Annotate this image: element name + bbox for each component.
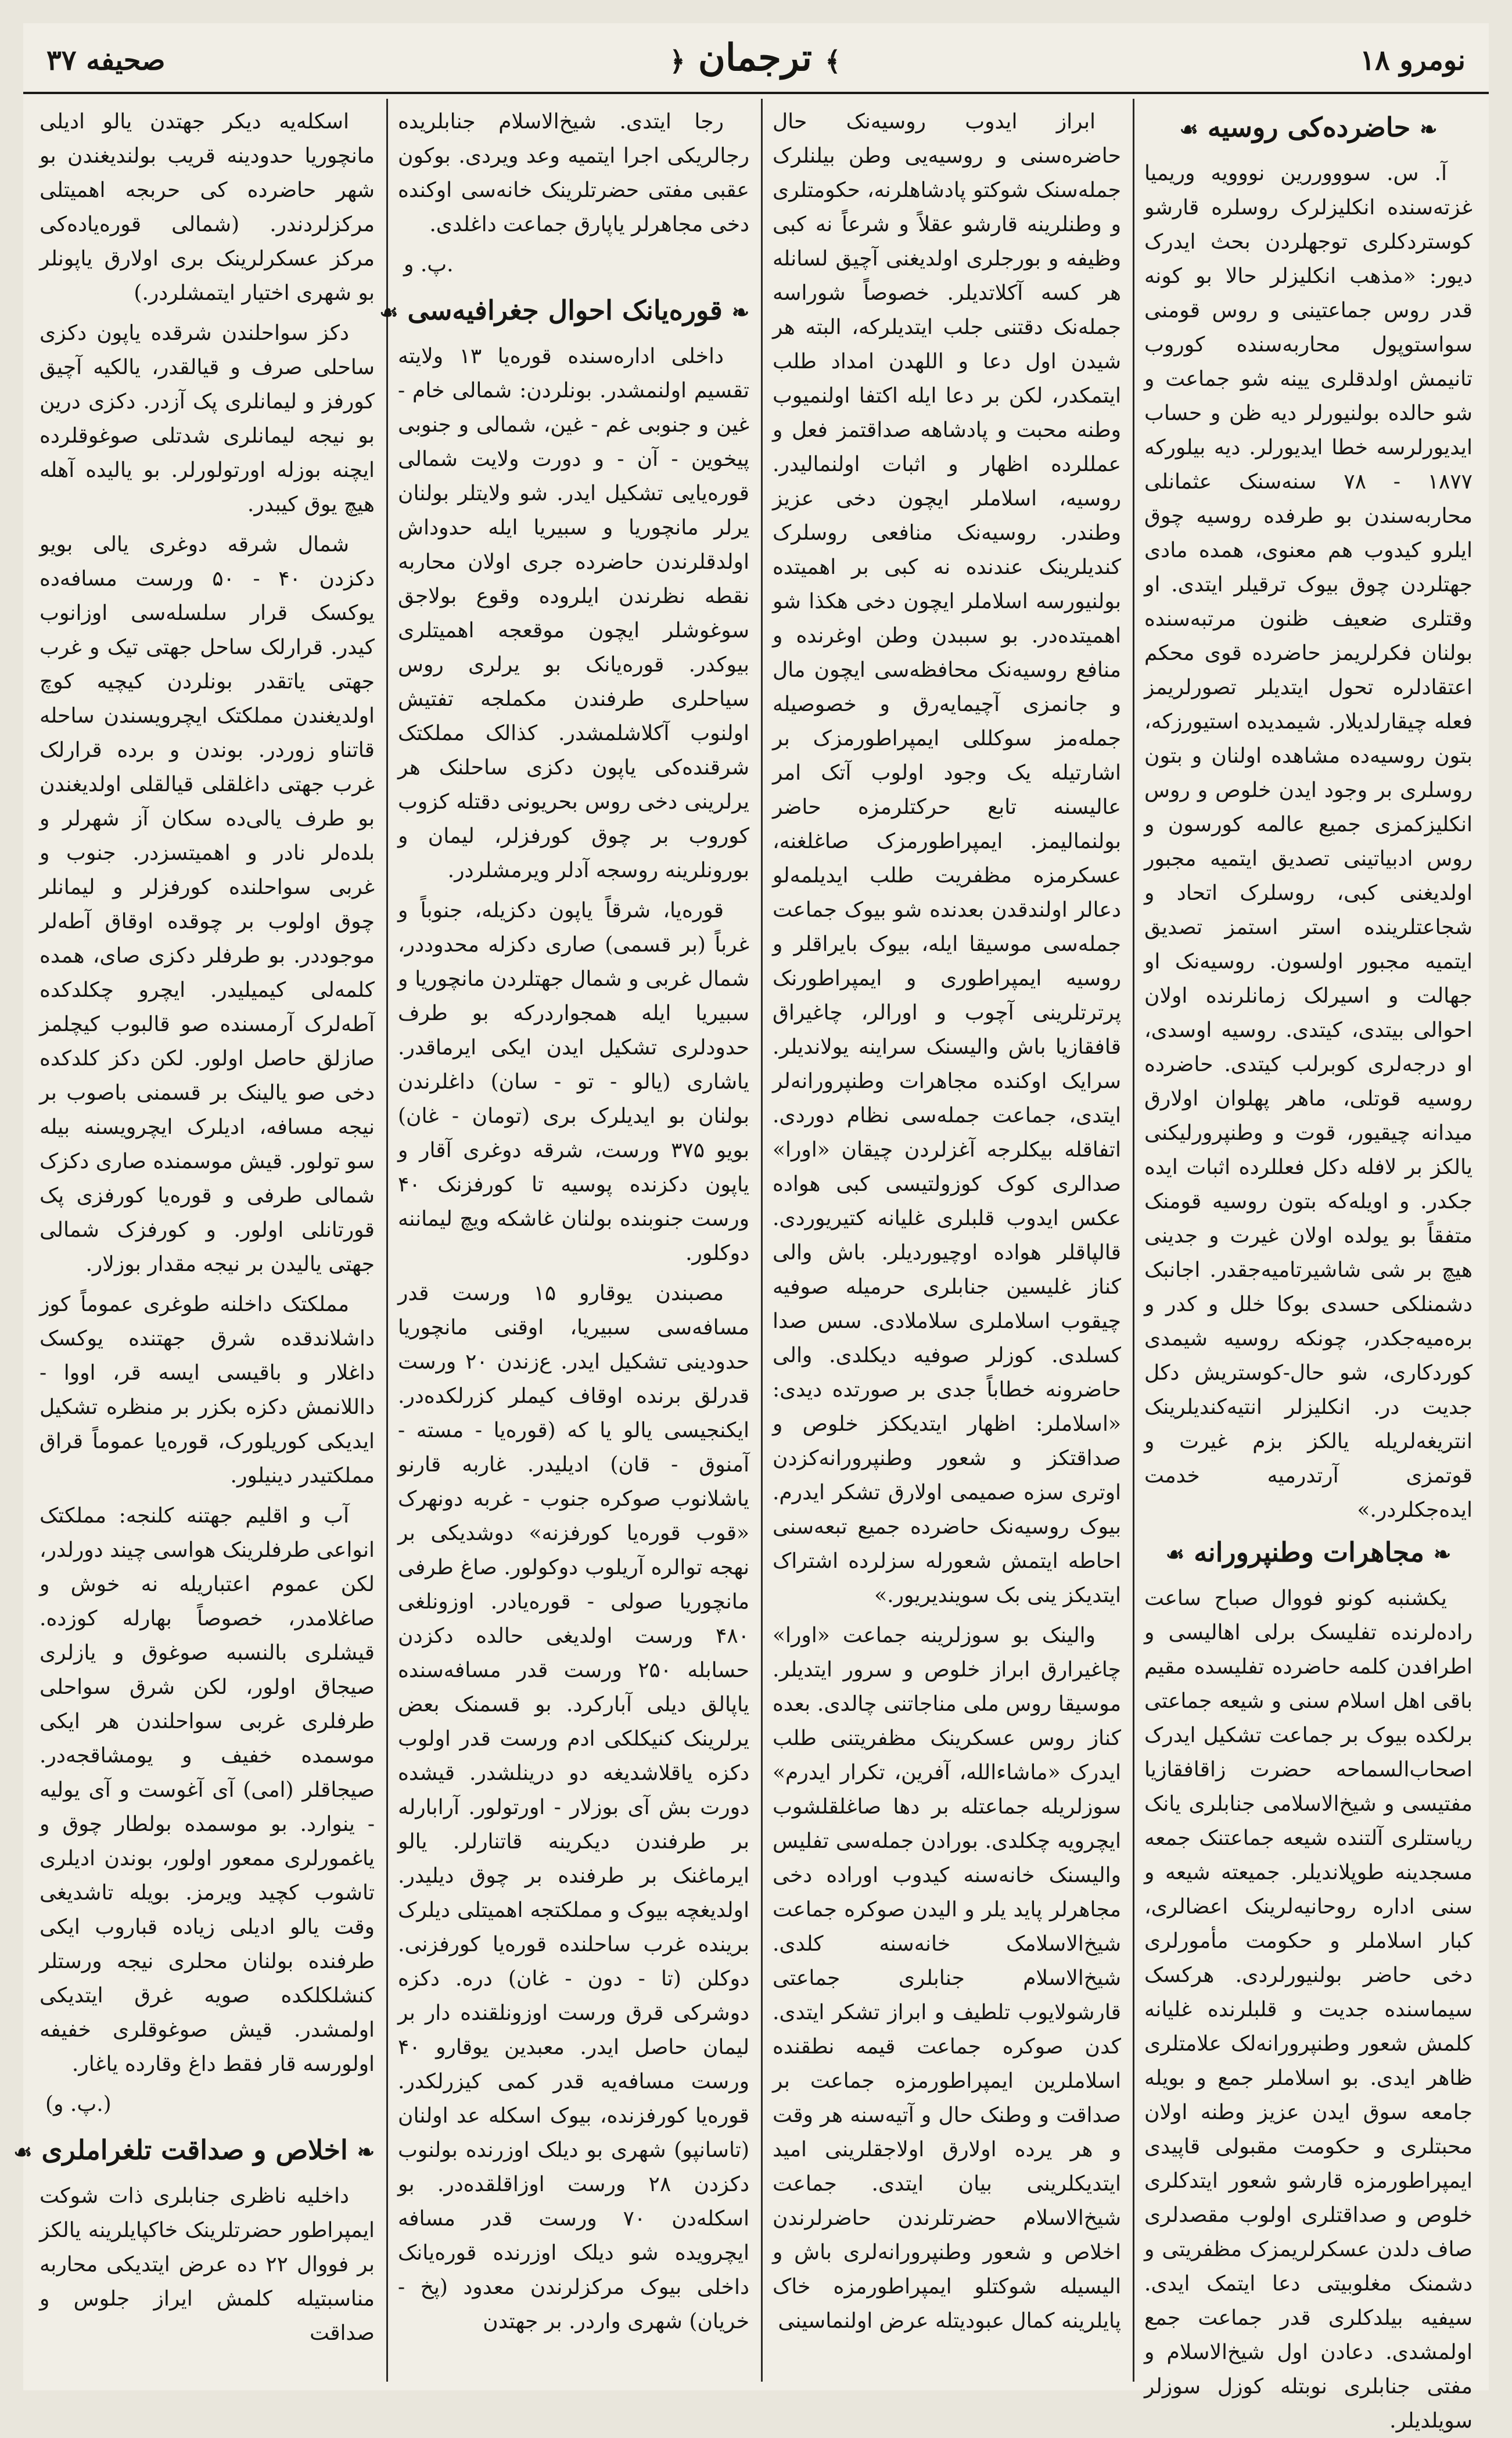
ornament-icon: ﴿ bbox=[669, 45, 685, 77]
masthead bbox=[23, 23, 1489, 94]
issue-number: نومرو ۱۸ bbox=[1360, 44, 1466, 77]
ornament-icon: ❧ bbox=[357, 2140, 375, 2164]
section-title bbox=[379, 291, 749, 332]
article-paragraph: داخلی اداره‌سنده قوره‌یا ۱۳ ولایته تقسیم اولنمشدر. بونلردن: شمالی خام - غین و جنوبی غم - غین، شمالی و جنوبی پیخوین - آن - و دورت ولایت شمالی قوره‌یایی تشکیل ایدر. شو ولایتلر بولنان یرلر مانچوریا و سبیریا ایله حدوداش اولدقلرندن حاضرده جری اولان محاربه نقطه نظرندن ایلروده وقوع بولاجق سوغوشلر ایچون موقعجه اهمیتلری بیوکدر. قوره‌یانک بو یرلری روس سیاحلری طرفندن مکملجه تفتیش اولنوب آکلاشلمشدر. کذالک مملکتک شرقنده‌کی یاپون دکزی ساحلنک هر یرلرینی دخی روس بحریونی دقتله کزوب کوروب بر چوق کورفزلر، لیمان و بورونلرینه روسجه آدلر ویرمشلردر. bbox=[398, 344, 749, 882]
article-paragraph: رجا ایتدی. شیخ‌الاسلام جنابلریده رجالریکی اجرا ایتمیه وعد ویردی. بوکون عقبی مفتی حضرتلرینک خانه‌سی اوکنده دخی مجاهرلر یاپارق جماعت داغلدی. bbox=[398, 110, 749, 236]
author-signature: (پ. و.) bbox=[45, 2092, 112, 2116]
column-divider bbox=[1133, 99, 1134, 2382]
column-divider bbox=[386, 99, 388, 2382]
ornament-icon: ❧ bbox=[1433, 1542, 1452, 1567]
section-title-text: مجاهرات وطنپرورانه bbox=[1194, 1536, 1424, 1568]
article-paragraph: شمال شرقه دوغری یالی بویو دکزدن ۴۰ - ۵۰ ورست مسافه‌ده یوکسک قرار سلسله‌سی اوزانوب کیدر. قرارلک ساحل جهتی تیک و غرب جهتی یاتقدر بونلردن کیچیه کوچ اولدیغندن مملکتک ایچرویسندن ساحله قاتناو زوردر. بوندن و برده قرارلک غرب جهتی داغلقلی قیالقلی اولدیغندن بو طرف یالی‌ده سکان آز شهرلر و بلده‌لر نادر و اهمیتسزدر. جنوب و غربی سواحلنده کورفزلر و لیمانلر چوق اولوب بر چوقده اوقاق آطه‌لر موجوددر. بو طرفلر دکزی صای، همده کلمه‌لی کیمیلیدر. ایچرو چکلدکده آطه‌لرک آرمسنده صو قالبوب کیچلمز صازلق حاصل اولور. لکن دکز کلدکده دخی صو یالینک بر قسمنی باصوب بر نیجه مسافه، ادیلرک ایچرویسنه بیله سو تولور. قیش موسمنده صاری دکزک شمالی طرفی و قوره‌یا کورفزی پک قورتانلی اولور. و کورفزک شمالی جهتی یالیدن بر نیجه مقدار بوزلار. bbox=[39, 533, 375, 1276]
article-paragraph: آب و اقلیم جهتنه کلنجه: مملکتک انواعی طرفلرینک هواسی چیند دورلدر، لکن عموم اعتباریله نه خوش و صاغلامدر، خصوصاً بهارله کوزده. قیشلری بالنسبه صوغوق و یازلری صیجاق اولور، لکن شرق سواحلی طرفلری غربی سواحلندن هر ایکی موسمده خفیف و یومشاقجه‌در. صیجاقلر (امی) آی آغوست و آی یولیه - ینوارد. بو موسمده بولطار چوق و یاغمورلری ممعور اولور، بوندن ادیلری تاشوب کچید ویرمز. بویله تاشدیغی وقت یالو ادیلی زیاده قباروب ایکی طرفنده بولنان محلری نیجه ورستلر کنشلکلکده صویه غرق ایتدیکی اولمشدر. قیش صوغوقلری خفیفه اولورسه قار فقط داغ وقارده یاغار. bbox=[39, 1504, 375, 2076]
ornament-icon: ﴾ bbox=[825, 45, 841, 77]
column-3 bbox=[379, 105, 749, 2382]
article-paragraph: آ. س. سوووررین نووویه وریمیا غزته‌سنده انکلیزلرک روسلره قارشو کوستردکلری توجهلردن بحث ایدرک دیور: «مذهب انکلیزلر حالا بو کونه قدر روس جماعتینی و روس قومنی سواستوپول محاربه‌سنده کوروب تانیمش اولدقلری یینه شو جماعت و شو حالده بولنیورلر دیه ظن و حساب ایدیورلرسه خطا ایدیورلر. دیه بیلورکه ۱۸۷۷ - ۷۸ سنه‌سنک عثمانلی محاربه‌سندن بو طرفده روسیه چوق ایلرو کیدوب هم معنوی، همده مادی جهتلردن چوق بیوک ترقیلر ایتدی. او وقتلری ضعیف ظنون مرتبه‌سنده بولنان فکرلریمز حاضرده قوی محکم اعتقادلره تحول ایتدیلر تصورلریمز فعله چیقارلدیلار. شیمدیده استیورزکه، بتون روسیه‌ده مشاهده اولنان و بتون روسلری بر وجود ایدن خلوص و روس انکلیزکمزی جمیع عالمه کورسون و روس ادبیاتینی تصدیق ایتمیه مجبور اولدیغنی کبی، روسلرک اتحاد و شجاعتلرینده استر استمز تصدیق ایتمیه مجبور اولسون. روسیه‌نک او جهالت و اسیرلک زمانلرنده اولان احوالی بیتدی، کیتدی. روسیه اوسدی، او درجه‌لری کوبرلب کیتدی. حاضرده روسیه قوتلی، ماهر پهلوان اولارق میدانه چیقیور، قوت و وطنپرورلیکنی یالکز بر لافله دکل فعللرده اثبات ایده جکدر. و اویله‌که بتون روسیه قومنک متفقاً بو یولده اولان غیرت و جدینی هیچ بر شی شاشیرتامیه‌جقدر. اجانبک دشمنلکی حسدی بوکا خلل و کدر و بره‌میه‌جکدر، چونکه روسیه شیمدی کوردکاری، شو حال-کوستریش دکل جدیت در. انکلیزلر انتیه‌کندیلرینک انتریغه‌لریله یالکز بزم غیرت و قوتمزی آرتدرمیه خدمت ایده‌جکلردر.» bbox=[1144, 161, 1473, 1522]
ornament-icon: ❧ bbox=[1420, 117, 1438, 142]
article-paragraph: والینک بو سوزلرینه جماعت «اورا» چاغیرارق ابراز خلوص و سرور ایتدیلر. موسیقا روس ملی مناجاتنی چالدی. بعده کناز روس عسکرینک مظفریتنی طلب ایدرک «ماشاءالله، آفرین، تکرار ایدرم» سوزلریله جماعتله بر دها صاغلقلشوب ایچرویه چکلدی. بورادن جمله‌سی تفلیس والیسنک خانه‌سنه کیدوب اوراده دخی مجاهرلر پاید یلر و الیدن صوکره جماعت شیخ‌الاسلامک خانه‌سنه کلدی. شیخ‌الاسلام جنابلری جماعتی قارشولایوب تلطیف و ابراز تشکر ایتدی. کدن صوکره جماعت قیمه نطقنده اسلاملرین ایمپراطورمزه جماعت بر صداقت و وطنک حال و آتیه‌سنه هر وقت و هر یرده اولارق اولاجقلرینی امید ایتدیکلرینی بیان ایتدی. جماعت شیخ‌الاسلام حضرتلرندن حاضرلرندن اخلاص و شعور وطنپرورانه‌لری باش و الیسیله شوکتلو ایمپراطورمزه خاک پایلرینه کمال عبودیتله عرض اولنماسینی bbox=[773, 1624, 1121, 2333]
ornament-icon: ☙ bbox=[1165, 1542, 1185, 1567]
section-title-text: اخلاص و صداقت تلغراملری bbox=[41, 2134, 348, 2166]
article-paragraph: مملکتک داخلنه طوغری عموماً کوز داشلاندقده شرق جهتنده یوکسک داغلار و باقیسی ایسه قر، اووا - داللانمش دکزه بکزر بر منظره تشکیل ایدیکی کوریلورک، قوره‌یا عموماً قراق مملکتیدر دینیلور. bbox=[39, 1292, 375, 1488]
newspaper-title bbox=[633, 36, 877, 80]
ornament-icon: ☙ bbox=[13, 2140, 33, 2164]
column-4 bbox=[13, 105, 375, 2382]
article-paragraph: دکز سواحلندن شرقده یاپون دکزی ساحلی صرف و قیالقدر، یالکیه آچیق کورفز و لیمانلری پک آزدر. دکزی درین بو نیجه لیمانلری شدتلی صوغوقلرده ایچنه بوزله اورتولورلر. بو یالیده آهله هیچ یوق کیبدر. bbox=[39, 321, 375, 516]
author-signature: پ. و. bbox=[404, 253, 454, 277]
ornament-icon: ❧ bbox=[731, 300, 749, 325]
article-paragraph: داخلیه ناظری جنابلری ذات شوکت ایمپراطور حضرتلرینک خاکپایلرینه یالکز بر فووال ۲۲ ده عرض ایتدیکی محاربه مناسبتیله کلمش ایراز جلوس و صداقت bbox=[39, 2184, 375, 2345]
article-paragraph: اسکله‌یه دیکر جهتدن یالو ادیلی مانچوریا حدودینه قریب بولندیغندن بو شهر حاضرده کی حربجه اهمیتلی مرکزلردندر. (شمالی قوره‌یاده‌کی مرکز عسکرلرینک بری اولارق یاپونلر بو شهری اختیار ایتمشلردر.) bbox=[39, 110, 375, 305]
section-title-text: قوره‌یانک احوال جغرافیه‌سی bbox=[407, 295, 723, 326]
column-1 bbox=[1144, 105, 1473, 2433]
newspaper-page bbox=[13, 23, 1489, 2433]
section-title bbox=[1144, 1533, 1473, 1574]
page-number: صحیفه ۳۷ bbox=[46, 44, 166, 77]
article-paragraph: قوره‌یا، شرقاً یاپون دکزیله، جنوباً و غرباً (بر قسمی) صاری دکزله محدوددر، شمال غربی و شمال جهتلردن مانچوریا و سبیریا ایله همجواردرکه بو طرف حدودلری تشکیل ایدن ایکی ایرماقدر. یاشاری (یالو - تو - سان) داغلرندن بولنان بو ایدیلرک بری (تومان - غان) بویو ۳۷۵ ورست، شرقه دوغری آقار و یاپون دکزنده پوسیه تا کورفزنک ۴۰ ورست جنوبنده بولنان غاشکه ویچ لیماننه دوکلور. bbox=[398, 899, 749, 1265]
article-paragraph: ابراز ایدوب روسیه‌نک حال حاضره‌سنی و روسیه‌یی وطن بیلنلرک جمله‌سنک شوکتو پادشاهلرنه، حکومتلری و وطنلرینه قارشو عقلاً و شرعاً نه کبی وظیفه و بورجلری اولدیغنی آچیق لسانله هر کسه آکلاتدیلر. خصوصاً شوراسه جمله‌نک دقتنی جلب ایتدیلرکه، البته هر شیدن اول دعا و اللهدن امداد طلب ایتمکدر، لکن بر دعا ایله اکتفا اولنمیوب وطنه محبت و پادشاهه صداقتمز فعل و عمللرده اظهار و اثبات اولنمالیدر. روسیه، اسلاملر ایچون دخی عزیز وطندر. روسیه‌نک منافعی روسلرک کندیلرینک عندنده نه کبی بر اهمیتده بولنیورسه اسلاملر ایچون دخی هکذا شو اهمیتده‌در. بو سببدن وطن اوغرنده و منافع روسیه‌نک محافظه‌سی ایچون مال و جانمزی آچیمایه‌رق و خصوصیله جمله‌مز سوکللی ایمپراطورمزک بر اشارتیله یک وجود اولوب آتک امر عالیسنه تابع حرکتلرمزه حاضر بولنمالیمز. ایمپراطورمزک صاغلغنه، عسکرمزه مظفریت طلب ایدیلمه‌لو دعالر اولندقدن بعدنده شو بیوک جماعت جمله‌سی موسیقا ایله، بیوک بایراقلر و روسیه ایمپراطوری و ایمپراطورنک پرترتلرینی آچوب و اورالر، چاغیراق قافقازیا باش والیسنک سراینه یولاندیلر. سرایک اوکنده مجاهرات وطنپرورانه‌لر ایتدی، جماعت جمله‌سی نظام دوردی. اتفاقله بیکلرجه آغزلردن چیقان «اورا» صدالری کوک کوزولتیسی کبی هواده عکس ایدوب قلبلری غلیانه کتیریوردی. قالپاقلر هواده اوچیوردیلر. باش والی کناز غلیسین جنابلری حرمیله صوفیه چیقوب اسلاملری سلاملادی. سس صدا کسلدی. کوزلر صوفیه دیکلدی. والی حاضرونه خطاباً جدی بر صورتده دیدی: «اسلاملر: اظهار ایتدیککز خلوص و صداقتکز و شعور وطنپرورانه‌کزدن اوتری سزه صمیمی اولارق تشکر ایدرم. بیوک روسیه‌نک حاضرده جمیع تبعه‌سنی احاطه ایتمش شعورله سزلرده اشتراک ایتدیکز ینی بک سویندیریور.» bbox=[773, 110, 1121, 1607]
section-title-text: حاضرده‌کی روسیه bbox=[1207, 112, 1411, 143]
ornament-icon: ☙ bbox=[1179, 117, 1198, 142]
section-title bbox=[1144, 108, 1473, 149]
column-divider bbox=[761, 99, 763, 2382]
ornament-icon: ☙ bbox=[379, 300, 398, 325]
article-paragraph: مصبندن یوقارو ۱۵ ورست قدر مسافه‌سی سبیریا، اوقنی مانچوریا حدودینی تشکیل ایدر. ع‌زندن ۲۰ ورست قدرلق برنده اوقاف کیملر کزرلکده‌در. ایکنجیسی یالو یا که (قوره‌یا - مسته - آمنوق - قان) ادیلیدر. غاربه قارنو یاشلانوب صوکره جنوب - غربه دونهرک «قوب قوره‌یا کورفزنه» دوشدیکی بر نهجه توالره آریلوب دوکولور. صاغ طرفی مانچوریا صولی - قوره‌یادر. اوزونلغی ۴۸۰ ورست اولدیغی حالده دکزدن حسابله ۲۵۰ ورست قدر مسافه‌سنده یاپالق دیلی آبارکرد. بو قسمنک بعض یرلرینک کنیکلکی ادم ورست قدر اولوب دکزه یاقلاشدیغه دو درینلشدر. قیشده دورت بش آی بوزلار - اورتولور. آرابارله بر طرفندن دیکرینه قاتنارلر. یالو ایرماغنک بر طرفنده بر چوق دیلیدر. اولدیغچه بیوک و مملکتجه اهمیتلی دیلرک برینده غرب ساحلنده قوره‌یا کورفزنی. دوکلن (تا - دون - غان) دره. دکزه دوشرکی قرق ورست اوزونلقنده دار بر لیمان حاصل ایدر. معبدین یوقارو ۴۰ ورست مسافه‌یه قدر کمی کیزرلکدر. قوره‌یا کورفزنده، بیوک اسکله عد اولنان (تاسانپو) شهری بو دیلک اوزرنده بولنوب دکزدن ۲۸ ورست اوزاقلقده‌در. بو اسکله‌دن ۷۰ ورست قدر مسافه ایچرویده شو دیلک اوزرنده قوره‌یانک داخلی بیوک مرکزلرندن معدود (پخ - خریان) شهری واردر. بر جهتدن bbox=[398, 1281, 749, 2333]
article-paragraph: یکشنبه کونو فووال صباح ساعت راده‌لرنده تفلیسک برلی اهالیسی و اطرافدن کلمه حاضرده تفلیسده مقیم باقی اهل اسلام سنی و شیعه جماعتی برلکده بیوک بر جماعت تشکیل ایدرک اصحاب‌السماحه حضرت زاقافقازیا مفتیسی و شیخ‌الاسلامی جنابلری یانک ریاستلری آلتنده شیعه جماعتنک جمعه مسجدینه طوپلاندیلر. جمیعته شیعه و سنی اداره روحانیه‌لرینک اعضالری، کبار اسلاملر و حکومت مأمورلری دخی حاضر بولنیورلردی. هرکسک سیماسنده جدیت و قلبلرنده غلیانه کلمش شعور وطنپرورانه‌لک علامتلری ظاهر ایدی. بو اسلاملر جمع و بویله جامعه سوق ایدن عزیز وطنه اولان محبتلری و حکومت مقبولی قاپیدی ایمپراطورمزه قارشو شعور ایتدکلری خلوص و صداقتلری اولوب مقصدلری صاف دلدن عسکرلریمزک مظفریتی و دشمنک مغلوبیتی دعا ایتمک ایدی. سیفیه بیلدکلری قدر جماعت جمع اولمشدی. دعادن اول شیخ‌الاسلام و مفتی جنابلری نوبتله کوزل سوزلر سویلدیلر. bbox=[1144, 1586, 1473, 2433]
section-title bbox=[13, 2131, 375, 2172]
column-2 bbox=[773, 105, 1121, 2382]
newspaper-title-text: ترجمان bbox=[698, 36, 813, 80]
